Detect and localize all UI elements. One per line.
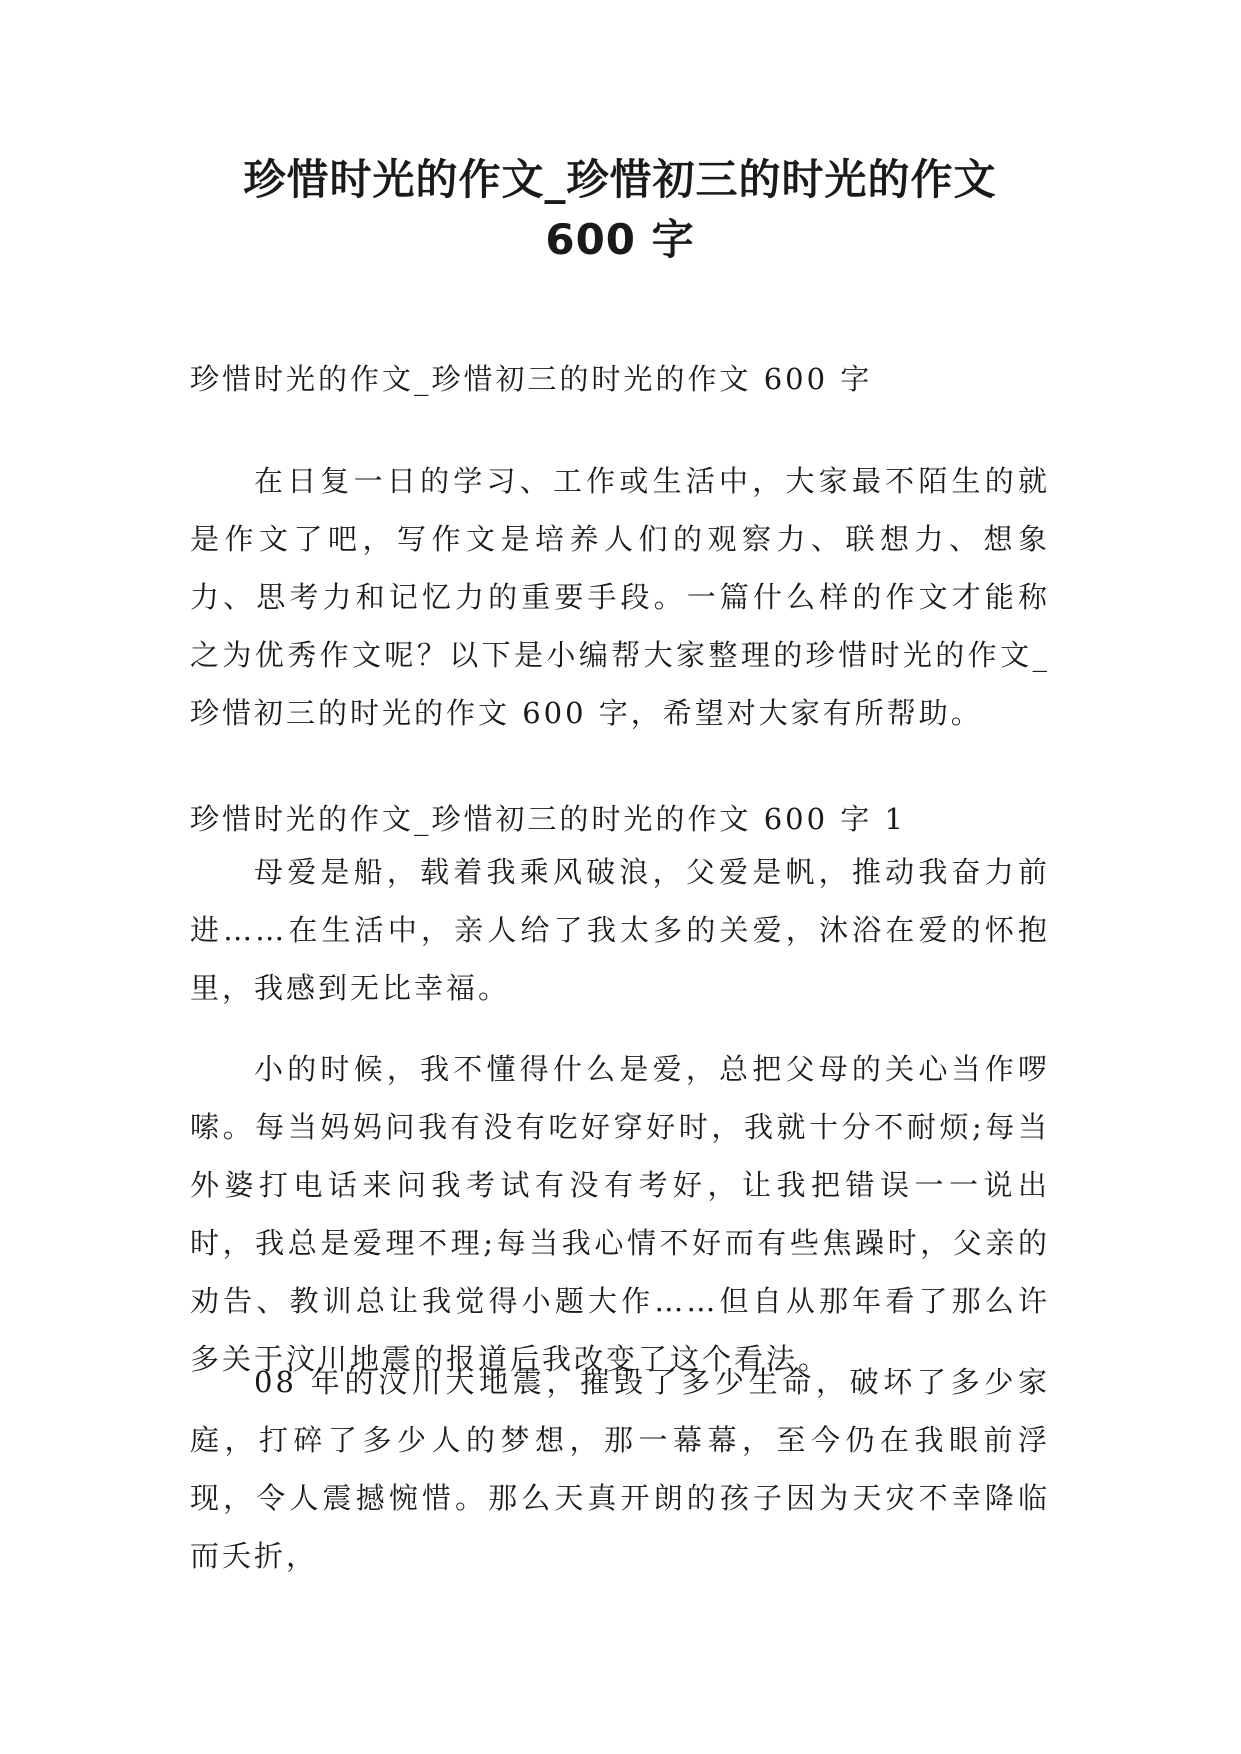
body-paragraph-1: 母爱是船，载着我乘风破浪，父爱是帆，推动我奋力前进……在生活中，亲人给了我太多的关爱，沐浴在爱的怀抱里，我感到无比幸福。 (190, 855, 1050, 1005)
title-line-2: 600 字 (545, 215, 695, 264)
intro-paragraph: 在日复一日的学习、工作或生活中，大家最不陌生的就是作文了吧，写作文是培养人们的观察力、联想力、想象力、思考力和记忆力的重要手段。一篇什么样的作文才能称之为优秀作文呢？以下是小编帮大家整理的珍惜时光的作文_珍惜初三的时光的作文 600 字，希望对大家有所帮助。 (190, 464, 1050, 730)
body-paragraph-2: 小的时候，我不懂得什么是爱，总把父母的关心当作啰嗦。每当妈妈问我有没有吃好穿好时，我就十分不耐烦;每当外婆打电话来问我考试有没有考好，让我把错误一一说出时，我总是爱理不理;每当我心情不好而有些焦躁时，父亲的劝告、教训总让我觉得小题大作……但自从那年看了那么许多关于汶川地震的报道后我改变了这个看法。 (190, 1052, 1050, 1376)
title-line-1: 珍惜时光的作文_珍惜初三的时光的作文 (243, 155, 997, 204)
body-paragraph-3: 08 年的汶川大地震，摧毁了多少生命，破坏了多少家庭，打碎了多少人的梦想，那一幕幕，至今仍在我眼前浮现，令人震撼惋惜。那么天真开朗的孩子因为天灾不幸降临而夭折， (190, 1365, 1050, 1573)
document-title (190, 150, 1050, 270)
section-heading: 珍惜时光的作文_珍惜初三的时光的作文 600 字 1 (190, 802, 906, 836)
document-subtitle: 珍惜时光的作文_珍惜初三的时光的作文 600 字 (190, 362, 873, 396)
